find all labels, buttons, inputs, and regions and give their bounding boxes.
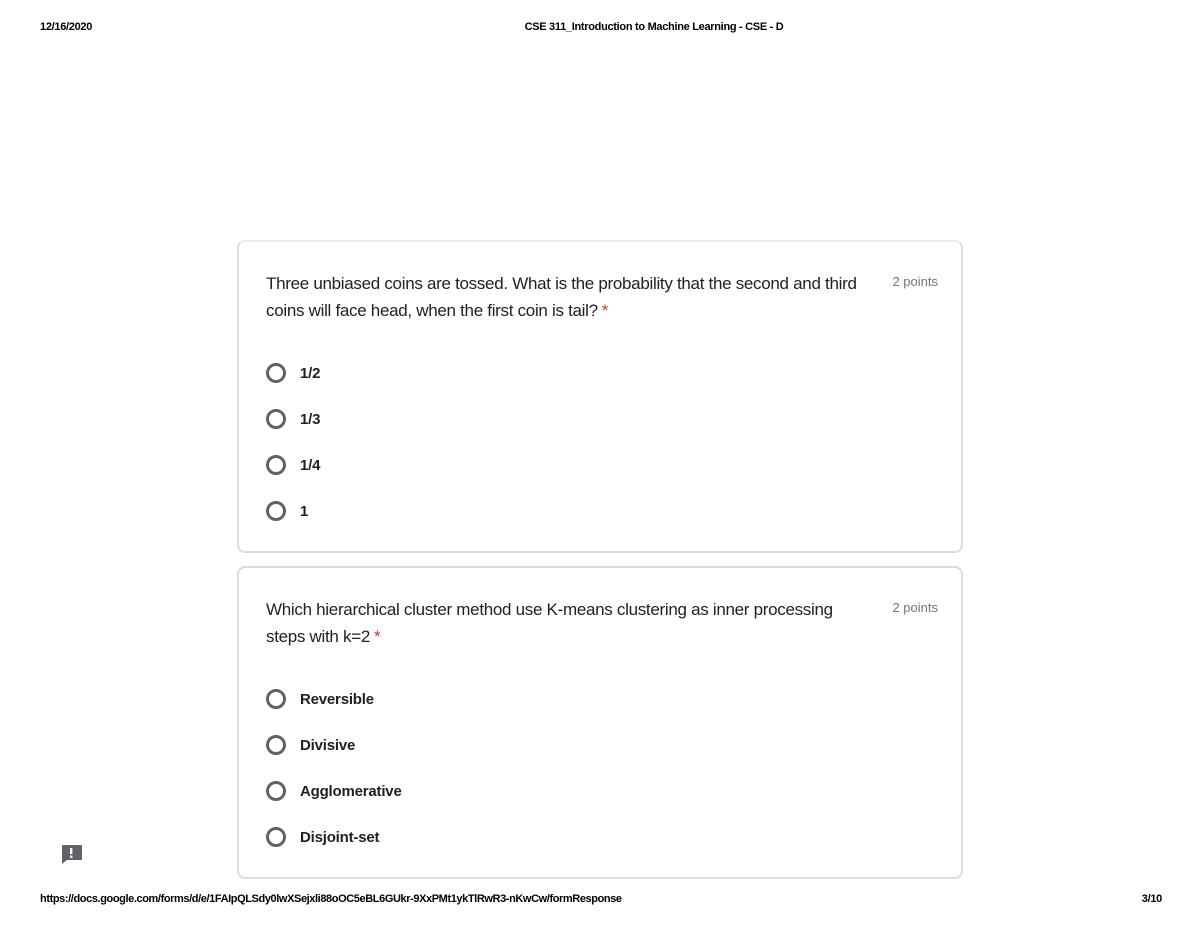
question-points: 2 points [892, 274, 938, 289]
radio-button[interactable] [266, 501, 286, 521]
question-title: Three unbiased coins are tossed. What is the probability that the second and third coins will face head, when the first coin is tail? [266, 274, 857, 320]
radio-button[interactable] [266, 689, 286, 709]
question-text [266, 270, 876, 324]
question-card-2 [237, 566, 963, 879]
radio-option[interactable] [266, 396, 320, 442]
radio-option-label: Divisive [300, 736, 356, 754]
radio-option-label: Reversible [300, 690, 374, 708]
radio-option[interactable] [266, 722, 402, 768]
radio-option[interactable] [266, 768, 402, 814]
radio-button[interactable] [266, 827, 286, 847]
radio-option-label: 1/2 [300, 364, 321, 382]
required-asterisk: * [374, 627, 381, 646]
required-asterisk: * [601, 301, 609, 320]
radio-button[interactable] [266, 455, 286, 475]
print-date: 12/16/2020 [40, 21, 93, 33]
radio-button[interactable] [266, 363, 286, 383]
radio-button[interactable] [266, 781, 286, 801]
radio-option[interactable] [266, 814, 402, 860]
radio-button[interactable] [266, 409, 286, 429]
radio-option-label: Agglomerative [300, 782, 402, 800]
radio-option-label: 1/4 [300, 456, 321, 474]
question-header [266, 270, 938, 324]
question-header [266, 596, 938, 650]
print-page-number: 3/10 [1141, 893, 1162, 905]
radio-option-label: Disjoint-set [300, 828, 380, 846]
radio-option[interactable] [266, 676, 402, 722]
radio-option[interactable] [266, 442, 320, 488]
radio-option[interactable] [266, 488, 320, 534]
question-text [266, 596, 876, 650]
print-title: CSE 311_Introduction to Machine Learning - CSE - D [524, 21, 784, 33]
print-footer-url: https://docs.google.com/forms/d/e/1FAIpQLSdy0lwXSejxli88oOC5eBL6GUkr-9XxPMt1ykTlRwR3-nKwCw/formResponse [40, 893, 622, 905]
radio-group [266, 676, 402, 860]
question-points: 2 points [892, 600, 938, 615]
radio-option-label: 1 [300, 502, 309, 520]
question-card-1 [237, 240, 963, 553]
radio-button[interactable] [266, 735, 286, 755]
radio-option-label: 1/3 [300, 410, 321, 428]
question-title: Which hierarchical cluster method use K-means clustering as inner processing steps with k=2 [266, 600, 833, 646]
feedback-icon[interactable] [59, 842, 83, 866]
radio-option[interactable] [266, 350, 320, 396]
radio-group [266, 350, 320, 534]
